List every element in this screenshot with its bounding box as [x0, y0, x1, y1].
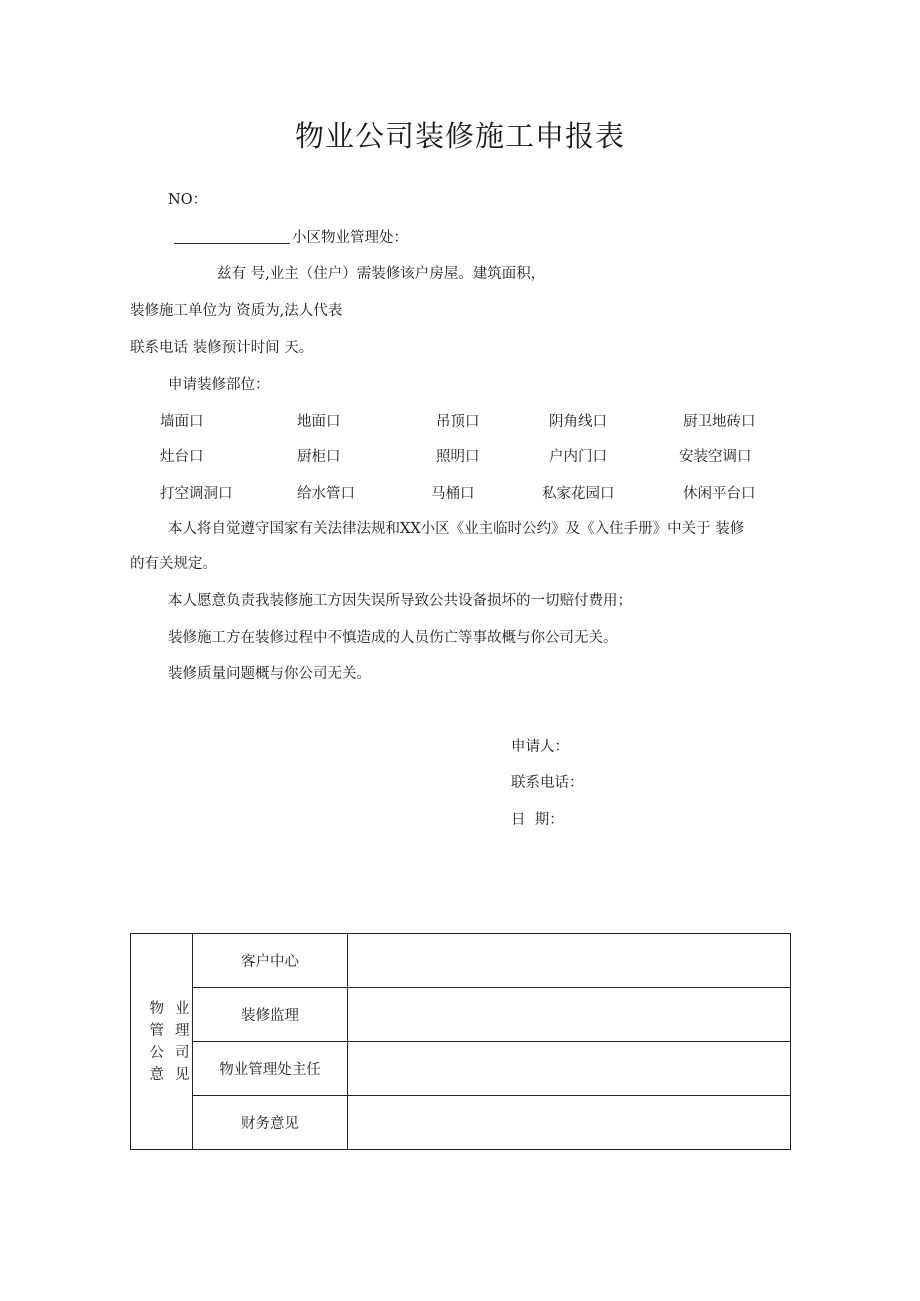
option-kitchen-bath-tile[interactable]: 厨卫地砖口 — [683, 414, 756, 430]
parts-label: 申请装修部位： — [168, 377, 270, 393]
option-stove-counter[interactable]: 灶台口 — [160, 449, 204, 465]
compliance-paragraph-end: 的有关规定。 — [130, 556, 217, 572]
applicant-label: 申请人： — [511, 739, 569, 755]
group-label-line: 意 见 — [149, 1066, 190, 1083]
opinion-field-supervision[interactable] — [348, 988, 791, 1042]
group-label-line: 管 理 — [149, 1022, 190, 1039]
option-toilet[interactable]: 马桶口 — [431, 486, 475, 502]
phone-label: 联系电话： — [511, 775, 584, 791]
date-label: 日 期： — [511, 812, 564, 828]
row-label-customer-center: 客户中心 — [193, 934, 348, 988]
option-cabinet[interactable]: 厨柜口 — [297, 449, 341, 465]
row-label-finance: 财务意见 — [193, 1096, 348, 1150]
option-lighting[interactable]: 照明口 — [436, 449, 480, 465]
compliance-paragraph: 本人将自觉遵守国家有关法律法规和XX小区《业主临时公约》及《入住手册》中关于 装修 — [168, 521, 745, 537]
row-label-supervision: 装修监理 — [193, 988, 348, 1042]
table-row — [131, 1042, 791, 1096]
option-leisure-platform[interactable]: 休闲平台口 — [683, 486, 756, 502]
company-opinion-table — [130, 933, 791, 1150]
option-floor[interactable]: 地面口 — [297, 414, 341, 430]
option-wall[interactable]: 墙面口 — [160, 414, 204, 430]
page-title: 物业公司装修施工申报表 — [294, 119, 625, 153]
opinion-group-label — [131, 934, 193, 1150]
group-label-line: 物 业 — [149, 1000, 190, 1017]
community-name-blank[interactable] — [174, 229, 290, 244]
contractor-info-line: 装修施工单位为 资质为,法人代表 — [130, 303, 343, 319]
option-interior-door[interactable]: 户内门口 — [549, 449, 607, 465]
form-number-label: NO： — [168, 192, 208, 208]
opinion-field-office-director[interactable] — [348, 1042, 791, 1096]
table-row — [131, 1096, 791, 1150]
injury-paragraph: 装修施工方在装修过程中不慎造成的人员伤亡等事故概与你公司无关。 — [168, 630, 618, 646]
option-water-pipe[interactable]: 给水管口 — [297, 486, 355, 502]
quality-paragraph: 装修质量问题概与你公司无关。 — [168, 666, 371, 682]
opinion-field-finance[interactable] — [348, 1096, 791, 1150]
option-corner-line[interactable]: 阴角线口 — [549, 414, 607, 430]
opinion-field-customer-center[interactable] — [348, 934, 791, 988]
addressee-line — [174, 226, 408, 247]
contact-duration-line: 联系电话 装修预计时间 天。 — [130, 340, 314, 356]
group-label-line: 公 司 — [149, 1044, 190, 1061]
option-ac-hole[interactable]: 打空调洞口 — [160, 486, 233, 502]
option-ac-install[interactable]: 安装空调口 — [679, 449, 752, 465]
liability-paragraph: 本人愿意负责我装修施工方因失误所导致公共设备损坏的一切赔付费用； — [168, 593, 632, 609]
option-private-garden[interactable]: 私家花园口 — [542, 486, 615, 502]
row-label-office-director: 物业管理处主任 — [193, 1042, 348, 1096]
table-row — [131, 934, 791, 988]
addressee-suffix: 小区物业管理处： — [292, 230, 408, 246]
table-row — [131, 988, 791, 1042]
option-ceiling[interactable]: 吊顶口 — [436, 414, 480, 430]
owner-info-line: 兹有 号,业主（住户）需装修该户房屋。建筑面积， — [217, 266, 546, 282]
